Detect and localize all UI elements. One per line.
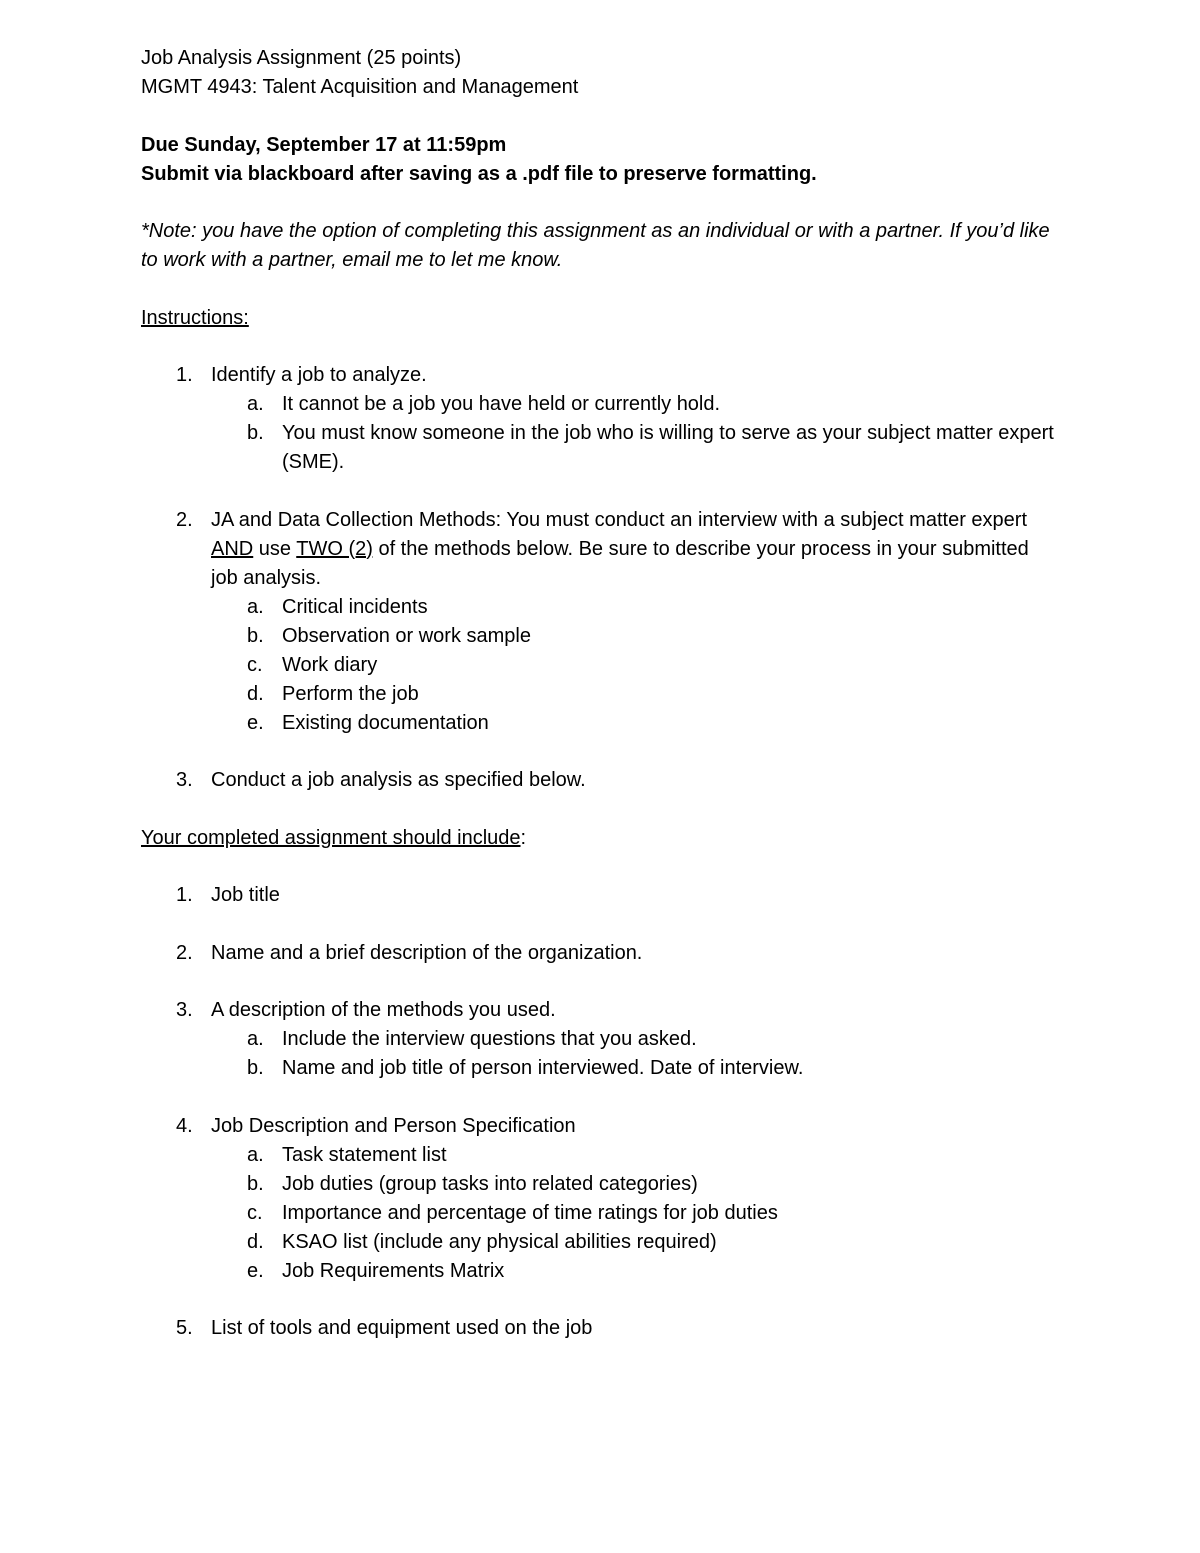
- course-title: MGMT 4943: Talent Acquisition and Management: [141, 76, 579, 98]
- instruction-text: Identify a job to analyze.: [211, 364, 427, 386]
- method-text: Work diary: [282, 653, 378, 676]
- deliverable-text: A description of the methods you used.: [211, 999, 556, 1021]
- method-item: [211, 593, 1062, 622]
- list-number: 5.: [176, 1317, 193, 1339]
- list-letter: a.: [247, 1028, 264, 1050]
- instruction-item: [141, 506, 1061, 738]
- list-letter: d.: [247, 682, 264, 705]
- list-number: 2.: [176, 508, 193, 531]
- deliverable-text: Name and a brief description of the organization.: [211, 941, 643, 964]
- sub-item-text: Job duties (group tasks into related categories): [282, 1172, 698, 1195]
- sub-item: [211, 1025, 1062, 1054]
- list-letter: b.: [247, 1057, 264, 1079]
- deliverable-item: [141, 1314, 1061, 1343]
- sub-item: [211, 1141, 1062, 1170]
- sub-item-text: Name and job title of person interviewed. Date of interview.: [282, 1057, 804, 1079]
- method-item: [211, 680, 1062, 709]
- document-body: [141, 44, 1071, 1343]
- sub-list: [211, 390, 1061, 477]
- list-letter: e.: [247, 711, 264, 734]
- sub-item: [211, 1257, 1062, 1286]
- instruction-item: [141, 766, 1061, 795]
- list-letter: c.: [247, 1201, 263, 1224]
- list-number: 1.: [176, 364, 193, 386]
- emphasis-two: TWO (2): [296, 537, 373, 560]
- sub-item-text: Importance and percentage of time ratings for job duties: [282, 1201, 778, 1224]
- instructions-list: [141, 361, 1071, 795]
- sub-item: [211, 1228, 1062, 1257]
- list-letter: c.: [247, 653, 263, 676]
- completed-heading: [141, 824, 1071, 853]
- list-letter: b.: [247, 1172, 264, 1195]
- deliverable-text: Job title: [211, 884, 280, 906]
- list-number: 1.: [176, 884, 193, 906]
- sub-item-text: It cannot be a job you have held or currently hold.: [282, 393, 721, 415]
- method-item: [211, 622, 1062, 651]
- method-text: Perform the job: [282, 682, 419, 705]
- sub-list: [211, 1025, 1061, 1083]
- sub-item-text: Include the interview questions that you asked.: [282, 1028, 697, 1050]
- methods-list: [211, 593, 1061, 738]
- list-number: 4.: [176, 1114, 193, 1137]
- sub-item: [211, 1199, 1062, 1228]
- partner-note: *Note: you have the option of completing this assignment as an individual or with a partner. If you’d like to work with a partner, email me to let me know.: [141, 220, 1050, 271]
- sub-item-text: KSAO list (include any physical abilities required): [282, 1230, 717, 1253]
- method-text: Critical incidents: [282, 595, 428, 618]
- deliverables-list: [141, 881, 1071, 1343]
- assignment-title: Job Analysis Assignment (25 points): [141, 47, 462, 69]
- deliverable-item: [141, 939, 1061, 968]
- deliverable-item: [141, 996, 1061, 1083]
- instruction-text-part: use: [253, 537, 297, 560]
- method-item: [211, 651, 1062, 680]
- deliverable-text: Job Description and Person Specification: [211, 1114, 576, 1137]
- list-letter: e.: [247, 1259, 264, 1282]
- sub-item: [211, 419, 1062, 477]
- instruction-text-part: JA and Data Collection Methods: You must conduct an interview with a subject matter expert: [211, 508, 1027, 531]
- submission-instructions: Submit via blackboard after saving as a .pdf file to preserve formatting.: [141, 162, 817, 185]
- sub-item: [211, 1170, 1062, 1199]
- list-number: 3.: [176, 769, 193, 791]
- sub-item: [211, 1054, 1062, 1083]
- deliverable-item: [141, 881, 1061, 910]
- deliverable-item: [141, 1112, 1061, 1286]
- sub-item-text: Job Requirements Matrix: [282, 1259, 505, 1282]
- deliverable-text: List of tools and equipment used on the job: [211, 1317, 593, 1339]
- completed-heading-colon: :: [520, 826, 527, 849]
- list-letter: a.: [247, 595, 264, 618]
- method-text: Existing documentation: [282, 711, 489, 734]
- list-letter: b.: [247, 422, 264, 444]
- sub-item: [211, 390, 1062, 419]
- sub-item-text: Task statement list: [282, 1143, 447, 1166]
- list-letter: a.: [247, 393, 264, 415]
- list-letter: b.: [247, 624, 264, 647]
- method-text: Observation or work sample: [282, 624, 531, 647]
- list-letter: d.: [247, 1230, 264, 1253]
- instruction-text-part: of the methods below. Be sure to describe your process in your submitted job analysis.: [211, 537, 1029, 589]
- due-date: Due Sunday, September 17 at 11:59pm: [141, 133, 507, 156]
- emphasis-and: AND: [211, 537, 254, 560]
- instructions-heading: Instructions:: [141, 306, 249, 329]
- instruction-text: Conduct a job analysis as specified below.: [211, 769, 586, 791]
- list-number: 3.: [176, 999, 193, 1021]
- instruction-item: [141, 361, 1061, 477]
- sub-item-text: You must know someone in the job who is willing to serve as your subject matter expert (SME).: [282, 422, 1054, 473]
- list-letter: a.: [247, 1143, 264, 1166]
- sub-list: [211, 1141, 1061, 1286]
- method-item: [211, 709, 1062, 738]
- completed-heading-text: Your completed assignment should include: [141, 826, 521, 849]
- list-number: 2.: [176, 941, 193, 964]
